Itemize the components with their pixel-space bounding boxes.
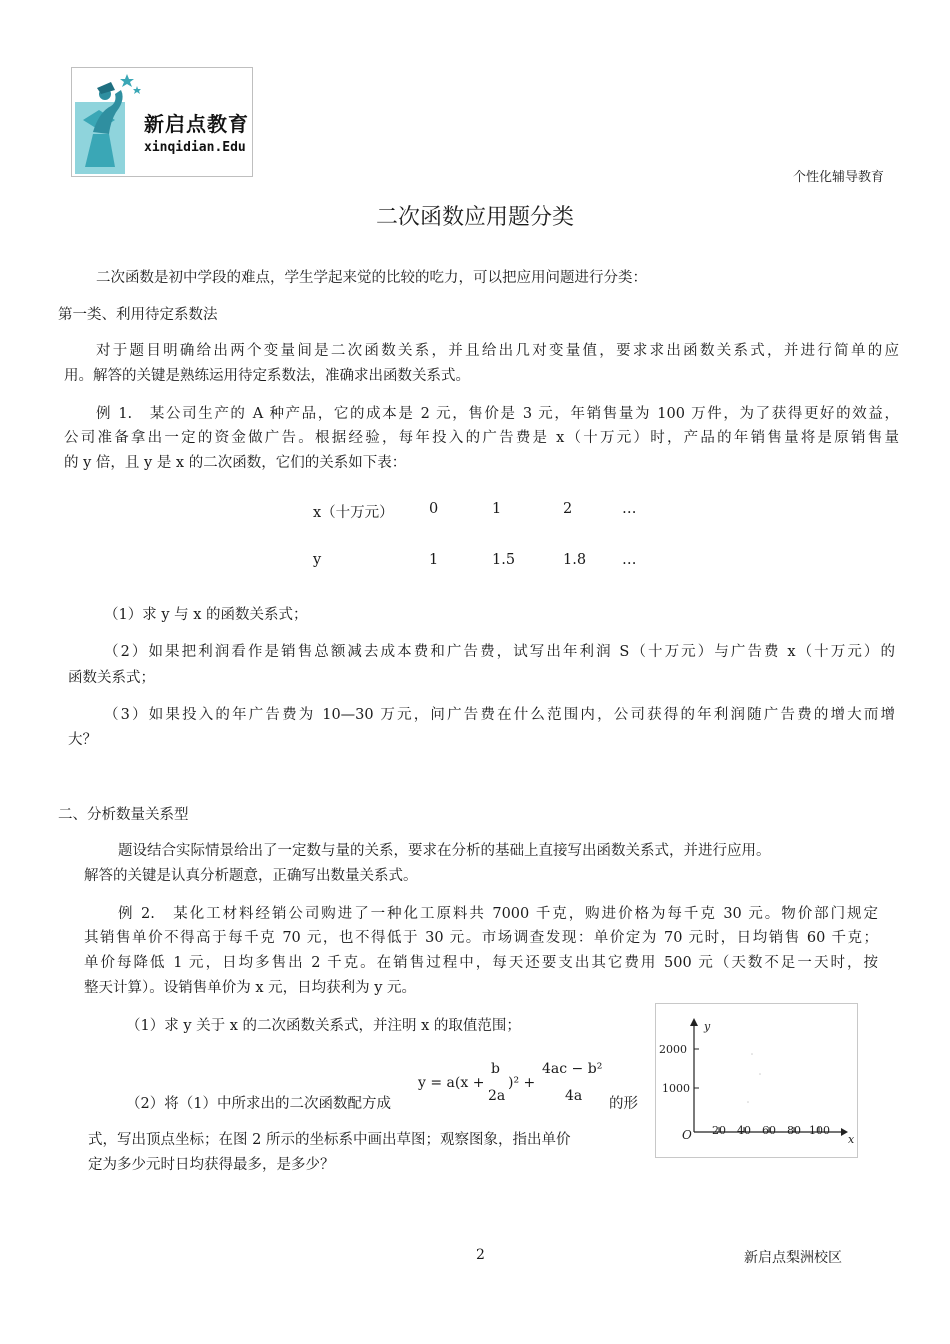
faint-mark	[747, 1101, 749, 1103]
y-tick-label: 2000	[659, 1043, 687, 1056]
y-axis-arrow	[690, 1018, 698, 1026]
formula-denominator: 4a	[565, 1088, 583, 1104]
x-tick-label: 20	[712, 1124, 726, 1137]
x-tick-label: 40	[737, 1124, 751, 1137]
section1-desc-line: 对于题目明确给出两个变量间是二次函数关系，并且给出几对变量值，要求求出函数关系式，并进行简单的应	[96, 343, 899, 359]
section2-heading: 二、分析数量关系型	[58, 807, 189, 823]
question3-line: （3）如果投入的年广告费为 10—30 万元，问广告费在什么范围内，公司获得的年利润随广告费的增大而增	[104, 707, 895, 723]
x-tick-label: 60	[762, 1124, 776, 1137]
section1-heading: 第一类、利用待定系数法	[58, 307, 218, 323]
ex2-question2-line: 式，写出顶点坐标；在图 2 所示的坐标系中画出草图；观察图象，指出单价	[88, 1132, 571, 1148]
section2-desc-line: 解答的关键是认真分析题意，正确写出数量关系式。	[84, 868, 418, 884]
table-cell: 2	[563, 501, 573, 517]
page-title: 二次函数应用题分类	[375, 205, 574, 230]
table-cell: 1	[492, 501, 502, 517]
table-cell: 1.8	[563, 552, 587, 568]
formula-numerator: b	[491, 1061, 500, 1077]
question2-line: （2）如果把利润看作是销售总额减去成本费和广告费，试写出年利润 S（十万元）与广告费 x（十万元）的	[104, 644, 895, 660]
logo	[71, 67, 253, 177]
table-cell: x（十万元）	[313, 505, 394, 521]
table-cell: …	[622, 552, 637, 568]
section2-desc-line: 题设结合实际情景给出了一定数与量的关系，要求在分析的基础上直接写出函数关系式，并进行应用。	[118, 843, 771, 859]
intro-paragraph: 二次函数是初中学段的难点，学生学起来觉的比较的吃力，可以把应用问题进行分类：	[96, 270, 647, 286]
ex2-question2-suffix: 的形	[609, 1096, 638, 1112]
graduate-reading-icon	[75, 72, 141, 174]
logo-chinese-text: 新启点教育	[144, 112, 249, 136]
y-axis-label: y	[704, 1020, 711, 1033]
example1-line: 例 1. 某公司生产的 A 种产品，它的成本是 2 元，售价是 3 元，年销售量为 100 万件，为了获得更好的效益，	[96, 406, 899, 422]
x-axis-arrow	[841, 1128, 848, 1136]
ex2-question1: （1）求 y 关于 x 的二次函数关系式，并注明 x 的取值范围；	[126, 1018, 521, 1034]
example2-line: 单价每降低 1 元，日均多售出 2 千克。在销售过程中，每天还要支出其它费用 500 元（天数不足一天时，按	[84, 955, 878, 971]
origin-label: O	[682, 1128, 692, 1142]
example2-line: 整天计算）。设销售单价为 x 元，日均获利为 y 元。	[84, 980, 417, 996]
question2-line: 函数关系式；	[68, 670, 155, 686]
formula-middle: )² +	[508, 1075, 536, 1091]
ex2-question2-line: 定为多少元时日均获得最多，是多少？	[88, 1157, 335, 1173]
y-tick-label: 1000	[662, 1082, 690, 1095]
table-cell: y	[313, 552, 322, 568]
x-tick-label: 80	[787, 1124, 801, 1137]
question1: （1）求 y 与 x 的函数关系式；	[104, 607, 308, 623]
logo-english-text: xinqidian.Edu	[144, 140, 246, 155]
header-tagline: 个性化辅导教育	[792, 170, 884, 185]
example2-line: 例 2. 某化工材料经销公司购进了一种化工原料共 7000 千克，购进价格为每千克 30 元。物价部门规定	[118, 906, 878, 922]
x-tick-label: 100	[809, 1124, 830, 1137]
ex2-question2-prefix: （2）将（1）中所求出的二次函数配方成	[126, 1096, 391, 1112]
section1-desc-line: 用。解答的关键是熟练运用待定系数法，准确求出函数关系式。	[64, 368, 470, 384]
formula-denominator: 2a	[488, 1088, 506, 1104]
table-cell: 1.5	[492, 552, 516, 568]
x-axis-label: x	[848, 1133, 855, 1146]
footer-campus: 新启点梨洲校区	[744, 1250, 842, 1266]
question3-line: 大？	[68, 732, 97, 748]
table-cell: 1	[429, 552, 439, 568]
formula-numerator: 4ac − b²	[542, 1061, 603, 1077]
coordinate-axes	[656, 1004, 857, 1157]
example2-line: 其销售单价不得高于每千克 70 元，也不得低于 30 元。市场调查发现：单价定为 70 元时，日均销售 60 千克；	[84, 930, 878, 946]
formula-lhs: y = a(x +	[418, 1075, 485, 1091]
faint-mark	[751, 1053, 753, 1055]
page-number: 2	[476, 1247, 485, 1263]
example1-line: 公司准备拿出一定的资金做广告。根据经验，每年投入的广告费是 x（十万元）时，产品的年销售量将是原销售量	[64, 430, 899, 446]
coordinate-graph	[655, 1003, 858, 1158]
faint-mark	[759, 1073, 761, 1075]
table-cell: 0	[429, 501, 439, 517]
example1-line: 的 y 倍，且 y 是 x 的二次函数，它们的关系如下表：	[64, 455, 407, 471]
table-cell: …	[622, 501, 637, 517]
